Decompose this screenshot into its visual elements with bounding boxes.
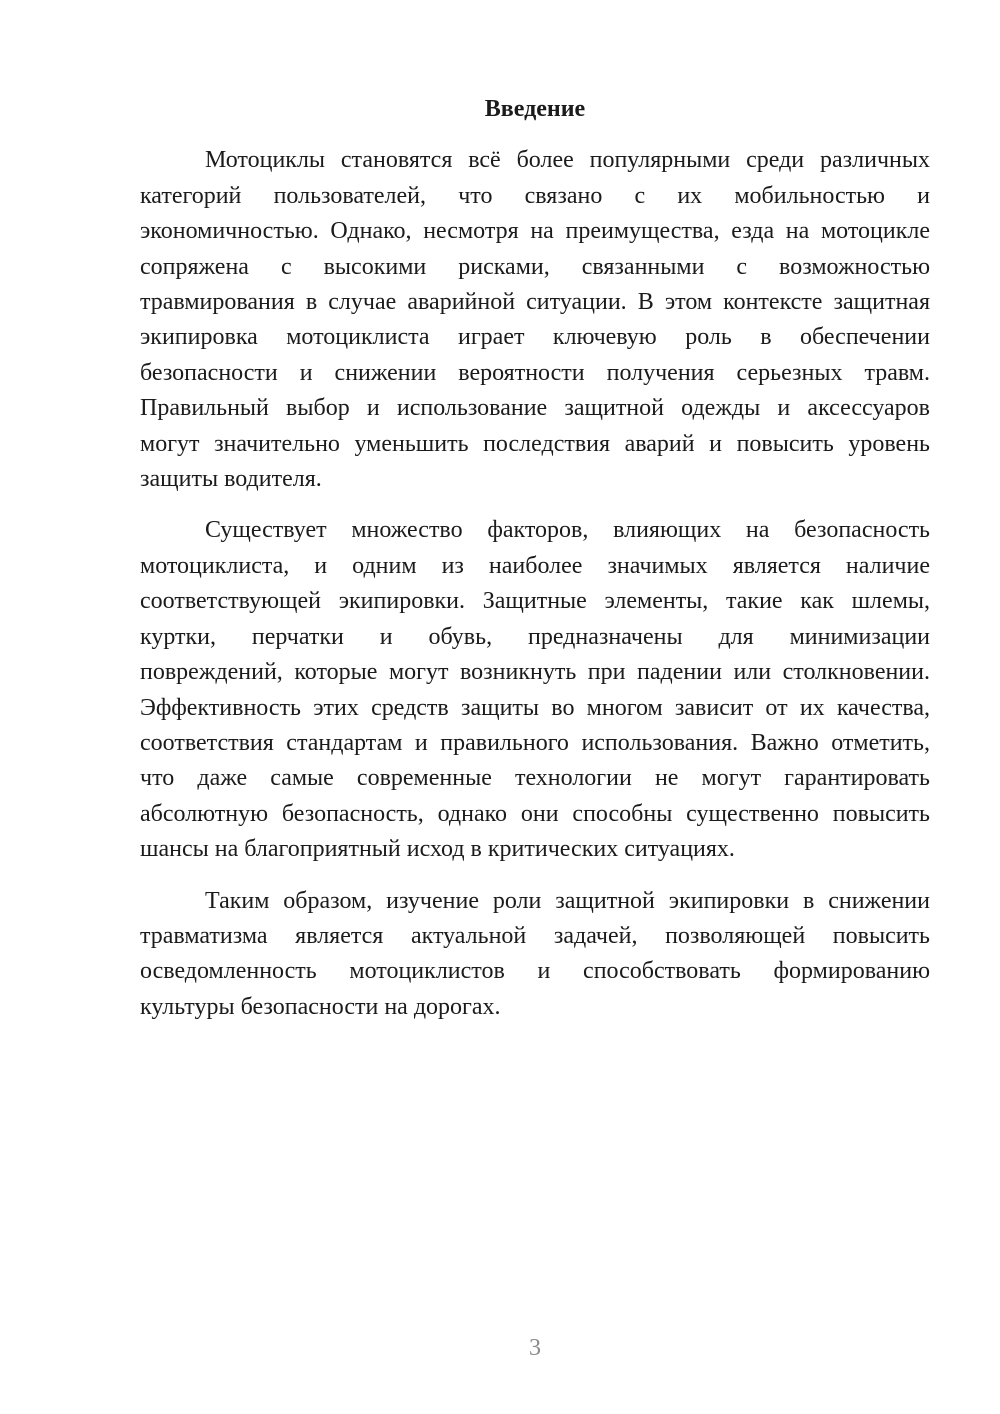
text-line: Мотоциклы становятся всё более популярными среди различных: [205, 147, 930, 174]
text-line: соответствующей экипировки. Защитные элементы, такие как шлемы,: [140, 588, 930, 615]
text-line: защиты водителя.: [140, 466, 322, 493]
paragraph-1: [140, 143, 930, 497]
text-line: абсолютную безопасность, однако они способны существенно повысить: [140, 800, 930, 827]
section-heading: Введение: [484, 96, 586, 122]
paragraph-2: [140, 513, 930, 867]
text-line: Эффективность этих средств защиты во многом зависит от их качества,: [140, 694, 930, 721]
text-line: Существует множество факторов, влияющих на безопасность: [205, 517, 930, 544]
paragraph-3: [140, 884, 930, 1026]
text-line: куртки, перчатки и обувь, предназначены для минимизации: [140, 623, 930, 650]
text-line: соответствия стандартам и правильного использования. Важно отметить,: [140, 729, 930, 756]
text-line: мотоциклиста, и одним из наиболее значимых является наличие: [140, 552, 930, 579]
text-line: травмирования в случае аварийной ситуации. В этом контексте защитная: [140, 289, 930, 316]
text-line: повреждений, которые могут возникнуть при падении или столкновении.: [140, 659, 930, 686]
page-number: 3: [529, 1335, 541, 1361]
text-line: экономичностью. Однако, несмотря на преимущества, езда на мотоцикле: [140, 218, 930, 245]
text-line: категорий пользователей, что связано с их мобильностью и: [140, 182, 930, 209]
text-line: травматизма является актуальной задачей, позволяющей повысить: [140, 922, 930, 949]
text-line: культуры безопасности на дорогах.: [140, 993, 501, 1020]
text-line: что даже самые современные технологии не могут гарантировать: [140, 765, 930, 792]
text-line: безопасности и снижении вероятности получения серьезных травм.: [140, 359, 930, 386]
text-line: Таким образом, изучение роли защитной экипировки в снижении: [205, 887, 930, 914]
text-line: Правильный выбор и использование защитной одежды и аксессуаров: [140, 395, 930, 422]
text-line: сопряжена с высокими рисками, связанными с возможностью: [140, 253, 930, 280]
text-line: могут значительно уменьшить последствия аварий и повысить уровень: [140, 430, 930, 457]
text-line: экипировка мотоциклиста играет ключевую роль в обеспечении: [140, 324, 930, 351]
text-line: шансы на благоприятный исход в критических ситуациях.: [140, 836, 735, 863]
text-line: осведомленность мотоциклистов и способствовать формированию: [140, 958, 930, 985]
